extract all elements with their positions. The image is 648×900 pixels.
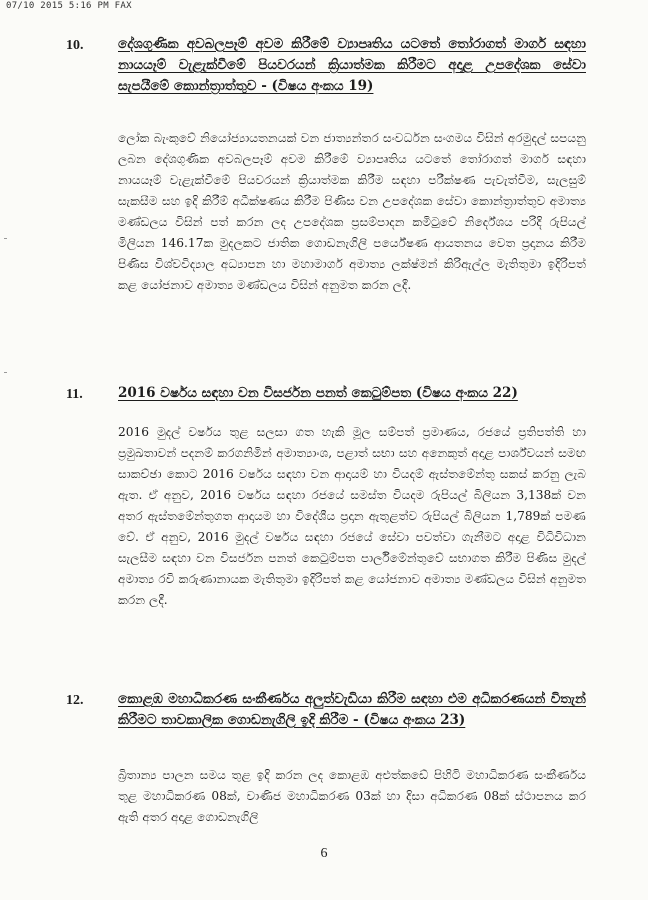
item-body: ලෝක බැංකුවේ නියෝජ්‍යායතනයක් වන ජාත්‍යන්තර සංවර්ධන සංගමය විසින් අරමුදල් සපයනු ලබන දේශගුණික අවබලපෑම් අවම කිරීමේ ව්‍යාපෘතිය යටතේ තෝරාගත් මාර්ග සඳහා නායයෑම් වැළැක්වීමේ පියවරයන් ක්‍රියාත්මක කිරීම සඳහා පරීක්ෂණ පැවැත්වීම, සැලසුම් සැකසීම සහ ඉදි කිරීම් අධීක්ෂණය කිරීම පිණිස වන උපදේශක සේවා කොන්ත්‍රාත්තුව අමාත්‍ය මණ්ඩලය විසින් පත් කරන ලද උපදේශක ප්‍රසම්පාදන කමිටුවේ නිර්දේශය පරිදි රුපියල් මිලියන 146.17ක මුදලකට ජාතික ගොඩනැගිලි පර්යේෂණ ආයතනය වෙත ප්‍රදානය කිරීම පිණිස විශ්වවිද්‍යාල අධ්‍යාපන හා මහාමාර්ග අමාත්‍ය ලක්ෂ්මන් කිරිඇල්ල මැතිතුමා ඉදිරිපත් කළ යෝජනාව අමාත්‍ය මණ්ඩලය විසින් අනුමත කරන ලදී. (118, 131, 586, 292)
item-title: දේශගුණික අවබලපෑම් අවම කිරීමේ ව්‍යාපෘතිය යටතේ තෝරාගත් මාර්ග සඳහා නායයෑම් වැළැක්වීමේ පියවරයන් ක්‍රියාත්මක කිරීමට අදාළ උපදේශක සේවා සැපයීමේ කොන්ත්‍රාත්තුව - (විෂය අංකය 19) (118, 36, 586, 94)
item-number: 11. (66, 387, 83, 402)
page-number: 6 (320, 846, 328, 861)
item-title: කොළඹ මහාධිකරණ සංකීර්ණය අලුත්වැඩියා කිරීම සඳහා එම අධිකරණයන් විතැන් කිරීමට තාවකාලික ගොඩනැගිලි ඉදි කිරීම - (විෂය අංකය 23) (118, 691, 586, 728)
item-title: 2016 වර්ෂය සඳහා වන විසර්ජන පනත් කෙටුම්පත (විෂය අංකය 22) (118, 385, 518, 401)
item-number: 12. (66, 693, 84, 708)
fax-header: 07/10 2015 5:16 PM FAX (6, 1, 132, 11)
item-body: බ්‍රිතාන්‍ය පාලන සමය තුළ ඉදි කරන ලද කොළඹ අළුත්කඩේ පිහිටි මහාධිකරණ සංකීර්ණය තුළ මහාධිකරණ 08ක්, වාණිජ මහාධිකරණ 03ක් හා දිසා අධිකරණ 08ක් ස්ථාපනය කර ඇති අතර අදාළ ගොඩනැගිලි (118, 768, 586, 824)
item-body: 2016 මුදල් වර්ෂය තුළ සලසා ගත හැකි මූල සම්පත් ප්‍රමාණය, රජයේ ප්‍රතිපත්ති හා ප්‍රමුඛතාවන් පදනම් කරගනිමින් අමාත්‍යාංශ, පළාත් සභා සහ අනෙකුත් අදාළ පාර්ශ්වයන් සමඟ සාකච්ඡා කොට 2016 වර්ෂය සඳහා වන ආදායම් හා වියදම් ඇස්තමේන්තු සකස් කරනු ලැබ ඇත. ඒ අනුව, 2016 වර්ෂය සඳහා රජයේ සමස්ත වියදම රුපියල් බිලියන 3,138ක් වන අතර ඇස්තමේන්තුගත ආදායම හා විදේශීය ප්‍රදාන ඇතුළත්ව රුපියල් බිලියන 1,789ක් පමණ වේ. ඒ අනුව, 2016 මුදල් වර්ෂය සඳහා රජයේ සේවා පවත්වා ගැනීමට අදාළ විධිවිධාන සැලසීම සඳහා වන විසර්ජන පනත් කෙටුම්පත පාර්ලිමේන්තුවේ සභාගත කිරීම පිණිස මුදල් අමාත්‍ය රවි කරුණානායක මැතිතුමා ඉදිරිපත් කළ යෝජනාව අමාත්‍ය මණ්ඩලය විසින් අනුමත කරන ලදී. (118, 425, 586, 607)
scan-edge-mark (4, 238, 7, 239)
scan-edge-mark (4, 372, 7, 373)
item-number: 10. (66, 38, 84, 53)
